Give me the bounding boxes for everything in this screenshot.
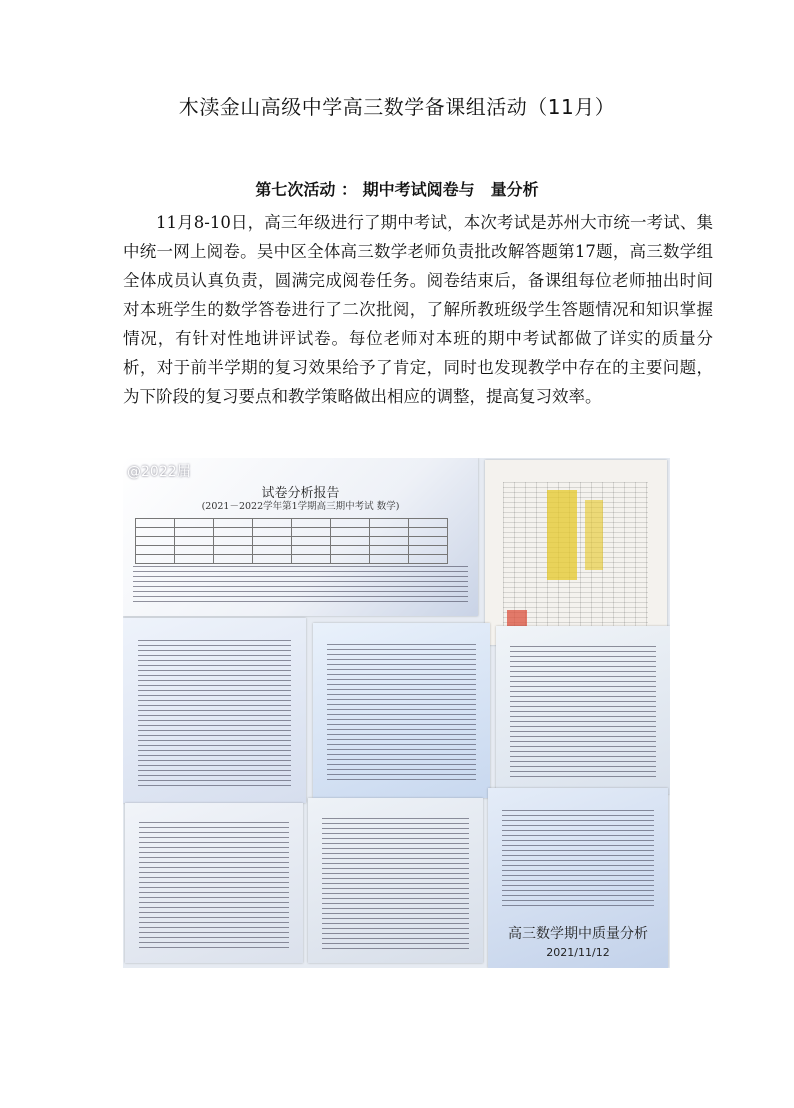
section-subtitle: 第七次活动 ： 期中考试阅卷与 量分析 [255,180,539,199]
photo-collage [123,458,670,968]
report-text-lines [133,566,468,606]
page-title: 木渎金山高级中学高三数学备课组活动（11月） [178,95,616,119]
highlight-yellow [585,500,603,570]
photo-document [125,803,303,963]
collage-caption-title: 高三数学期中质量分析 [508,926,648,942]
collage-caption-date: 2021/11/12 [546,946,610,959]
report-subtitle: (2021－2022学年第1学期高三期中考试 数学) [201,501,400,512]
photo-document [496,626,670,794]
highlight-yellow [547,490,577,580]
photo-document [308,798,483,963]
score-table [135,518,448,564]
photo-score-spreadsheet [485,460,667,645]
photo-document [313,623,490,798]
body-paragraph: 11月8-10日，高三年级进行了期中考试，本次考试是苏州大市统一考试、集中统一网上阅卷。吴中区全体高三数学老师负责批改解答题第17题，高三数学组全体成员认真负责，圆满完成阅卷任务。阅卷结束后，备课组每位老师抽出时间对本班学生的数学答卷进行了二次批阅，了解所教班级学生答题情况和知识掌握情况，有针对性地讲评试卷。每位老师对本班的期中考试都做了详实的质量分析，对于前半学期的复习效果给予了肯定，同时也发现教学中存在的主要问题，为下阶段的复习要点和教学策略做出相应的调整，提高复习效率。 [123,213,713,406]
photo-analysis-report [123,458,478,616]
report-title: 试卷分析报告 [261,486,340,501]
photo-document [123,618,306,803]
photo-document-captioned [488,788,668,968]
watermark-text: @2022届 [127,464,191,480]
